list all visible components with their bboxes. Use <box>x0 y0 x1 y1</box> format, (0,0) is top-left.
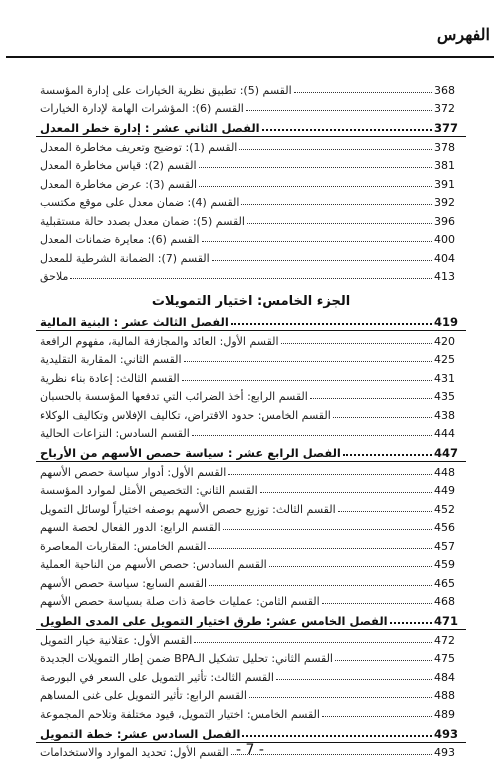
toc-entry-row <box>36 385 466 404</box>
toc-page-number: 447 <box>434 446 459 460</box>
toc-page-number: 484 <box>434 670 455 684</box>
toc-entry-label: القسم السادس: حصص الأسهم من الناحية العملية <box>40 558 267 571</box>
toc-page-number: 475 <box>434 652 455 665</box>
toc-entry-row <box>36 460 466 479</box>
dot-leader <box>199 186 432 187</box>
toc-page-number: 472 <box>434 633 455 647</box>
toc-page-number: 372 <box>434 102 455 115</box>
toc-entry-label: القسم (5): ضمان معدل بصدد حالة مستقبلية <box>40 214 245 228</box>
toc-entry-label: القسم (2): قياس مخاطرة المعدل <box>40 159 197 172</box>
dot-leader <box>241 204 432 205</box>
toc-page-number: 378 <box>434 140 455 154</box>
toc-page-number: 489 <box>434 707 455 721</box>
toc-entry-row <box>36 329 466 348</box>
toc-chapter-row <box>36 608 466 628</box>
dot-leader <box>262 129 432 131</box>
toc-entry-label: القسم الخامس: حدود الاقتراض، تكاليف الإفلاس وتكاليف الوكلاء <box>40 408 331 422</box>
toc-entry-row <box>36 246 466 265</box>
toc-entry-row <box>36 479 466 498</box>
toc-entry-label: القسم الثالث: تأثير التمويل على السعر في البورصة <box>40 670 274 684</box>
toc-entry-row <box>36 228 466 247</box>
toc-page-number: 396 <box>434 214 455 228</box>
toc-entry-label: الفصل الثاني عشر : إدارة خطر المعدل <box>40 121 260 135</box>
toc-entry-row <box>36 553 466 572</box>
toc-entry-row <box>36 534 466 553</box>
toc-entry-label: الفصل الثالث عشر : البنية المالية <box>40 315 229 329</box>
toc-chapter-row <box>36 721 466 741</box>
dot-leader <box>242 735 432 737</box>
toc-entry-label: القسم الثامن: عمليات خاصة ذات صلة بسياسة حصص الأسهم <box>40 595 320 608</box>
toc-entry-label: القسم (4): ضمان معدل على موقع مكتسب <box>40 196 240 209</box>
toc-entry-label: ملاحق <box>40 270 69 283</box>
dot-leader <box>338 511 432 512</box>
toc-page-number: 452 <box>434 502 455 516</box>
toc-page-number: 468 <box>434 595 455 608</box>
toc-chapter-row <box>36 309 466 329</box>
toc-page-number: 431 <box>434 371 455 385</box>
dot-leader <box>335 660 432 661</box>
toc-entry-label: القسم الرابع: الدور الفعال لحصة السهم <box>40 521 221 534</box>
dot-leader <box>228 474 432 475</box>
toc-entry-label: القسم الأول: عقلانية خيار التمويل <box>40 633 193 647</box>
toc-page-number: 413 <box>434 270 455 283</box>
dot-leader <box>184 361 432 362</box>
toc-entry-label: القسم الثالث: توزيع حصص الأسهم بوصفه اختياراً لوسائل التمويل <box>40 502 336 516</box>
toc-entry-label: القسم السابع: سياسة حصص الأسهم <box>40 576 208 590</box>
toc-entry-row <box>36 684 466 703</box>
dot-leader <box>223 529 432 530</box>
toc-entry-row <box>36 628 466 647</box>
dot-leader <box>310 398 432 399</box>
toc-entry-row <box>36 590 466 609</box>
toc-entry-label: القسم الخامس: اختيار التمويل، قيود مختلفة وتلاحم المجموعة <box>40 707 320 721</box>
toc-page-number: 400 <box>434 233 455 246</box>
toc-page-number: 404 <box>434 251 455 265</box>
toc-page-number: 391 <box>434 177 455 191</box>
dot-leader <box>249 697 432 698</box>
dot-leader <box>70 278 432 279</box>
toc-entry-row <box>36 265 466 284</box>
header-divider <box>6 56 494 58</box>
part-heading: الجزء الخامس: اختيار التمويلات <box>151 294 351 309</box>
toc-page-number: 419 <box>434 315 459 329</box>
dot-leader <box>276 679 432 680</box>
toc-entry-row <box>36 191 466 210</box>
toc-entry-label: القسم الثاني: المقاربة التقليدية <box>40 353 182 366</box>
toc-entry-label: الفصل الخامس عشر: طرق اختيار التمويل على المدى الطويل <box>40 614 388 628</box>
toc-entry-label: القسم الرابع: أخذ الضرائب التي تدفعها المؤسسة بالحسبان <box>40 390 308 403</box>
toc-entry-row <box>36 422 466 441</box>
toc-page-number: 438 <box>434 408 455 422</box>
dot-leader <box>209 585 432 586</box>
toc-entry-label: القسم (5): تطبيق نظرية الخيارات على إدارة المؤسسة <box>40 83 292 97</box>
toc-page-number: 435 <box>434 390 455 403</box>
toc-page-number: 368 <box>434 83 455 97</box>
table-of-contents <box>36 78 466 759</box>
toc-entry-label: القسم الأول: العائد والمجازفة المالية، مفهوم الرافعة <box>40 334 279 348</box>
toc-entry-row <box>36 571 466 590</box>
dot-leader <box>343 454 432 456</box>
dot-leader <box>333 417 432 418</box>
toc-page-number: 381 <box>434 159 455 172</box>
toc-page-number: 488 <box>434 689 455 702</box>
toc-entry-row <box>36 154 466 173</box>
toc-page-number: 456 <box>434 521 455 534</box>
dot-leader <box>246 110 432 111</box>
toc-chapter-row <box>36 440 466 460</box>
dot-leader <box>281 343 432 344</box>
dot-leader <box>208 548 432 549</box>
toc-entry-label: القسم (3): عرض مخاطرة المعدل <box>40 177 198 191</box>
toc-entry-label: القسم الأول: تحديد الموارد والاستخدامات <box>40 746 229 759</box>
page-title: الفهرس <box>436 25 490 44</box>
toc-page-number: 459 <box>434 558 455 571</box>
toc-page-number: 392 <box>434 196 455 209</box>
toc-page-number: 425 <box>434 353 455 366</box>
toc-page-number: 448 <box>434 465 455 479</box>
dot-leader <box>269 566 432 567</box>
toc-entry-label: القسم الأول: أدوار سياسة حصص الأسهم <box>40 465 227 479</box>
toc-page-number: 493 <box>434 726 459 741</box>
dot-leader <box>247 223 432 224</box>
toc-entry-label: القسم الثاني: التخصيص الأمثل لموارد المؤسسة <box>40 484 258 497</box>
toc-entry-label: الفصل السادس عشر: خطة التمويل <box>40 726 241 741</box>
toc-entry-label: القسم الثالث: إعادة بناء نظرية <box>40 371 180 385</box>
toc-entry-label: القسم (6): معايرة ضمانات المعدل <box>40 233 200 246</box>
toc-entry-row <box>36 135 466 154</box>
toc-entry-row <box>36 647 466 666</box>
dot-leader <box>260 492 432 493</box>
dot-leader <box>199 167 432 168</box>
toc-entry-row <box>36 209 466 228</box>
dot-leader <box>202 241 433 242</box>
toc-page-number: 420 <box>434 334 455 348</box>
toc-entry-row <box>36 702 466 721</box>
toc-page-number: 444 <box>434 427 455 440</box>
dot-leader <box>294 92 432 93</box>
dot-leader <box>322 716 432 717</box>
dot-leader <box>390 622 432 624</box>
toc-entry-row <box>36 366 466 385</box>
dot-leader <box>182 380 432 381</box>
toc-entry-row <box>36 665 466 684</box>
toc-entry-label: القسم الرابع: تأثير التمويل على غنى المساهم <box>40 689 247 702</box>
toc-entry-row <box>36 516 466 535</box>
page-number: - 7 - <box>236 742 264 758</box>
toc-page-number: 449 <box>434 484 455 497</box>
toc-entry-label: الفصل الرابع عشر : سياسة حصص الأسهم من الأرباح <box>40 446 341 460</box>
toc-entry-row <box>36 348 466 367</box>
dot-leader <box>322 603 432 604</box>
toc-chapter-row <box>36 115 466 135</box>
toc-entry-label: القسم (1): توضيح وتعريف مخاطرة المعدل <box>40 140 238 154</box>
dot-leader <box>231 323 432 325</box>
toc-entry-row <box>36 403 466 422</box>
toc-entry-label: القسم (6): المؤشرات الهامة لإدارة الخيارات <box>40 102 244 115</box>
toc-entry-row <box>36 497 466 516</box>
dot-leader <box>194 642 432 643</box>
dot-leader <box>239 149 432 150</box>
toc-entry-label: القسم الخامس: المقاربات المعاصرة <box>40 539 207 553</box>
dot-leader <box>212 260 432 261</box>
toc-page-number: 465 <box>434 576 455 590</box>
toc-entry-label: القسم السادس: النزاعات الحالية <box>40 427 190 440</box>
toc-page-number: 457 <box>434 539 455 553</box>
dot-leader <box>192 435 432 436</box>
toc-entry-row <box>36 97 466 116</box>
toc-page-number: 493 <box>434 746 455 759</box>
toc-entry-row <box>36 78 466 97</box>
toc-entry-label: القسم (7): الضمانة الشرطية للمعدل <box>40 251 210 265</box>
toc-entry-label: القسم الثاني: تحليل تشكيل الـBPA ضمن إطار التمويلات الجديدة <box>40 652 333 665</box>
toc-entry-row <box>36 172 466 191</box>
toc-page-number: 471 <box>434 614 459 628</box>
toc-page-number: 377 <box>434 121 459 135</box>
